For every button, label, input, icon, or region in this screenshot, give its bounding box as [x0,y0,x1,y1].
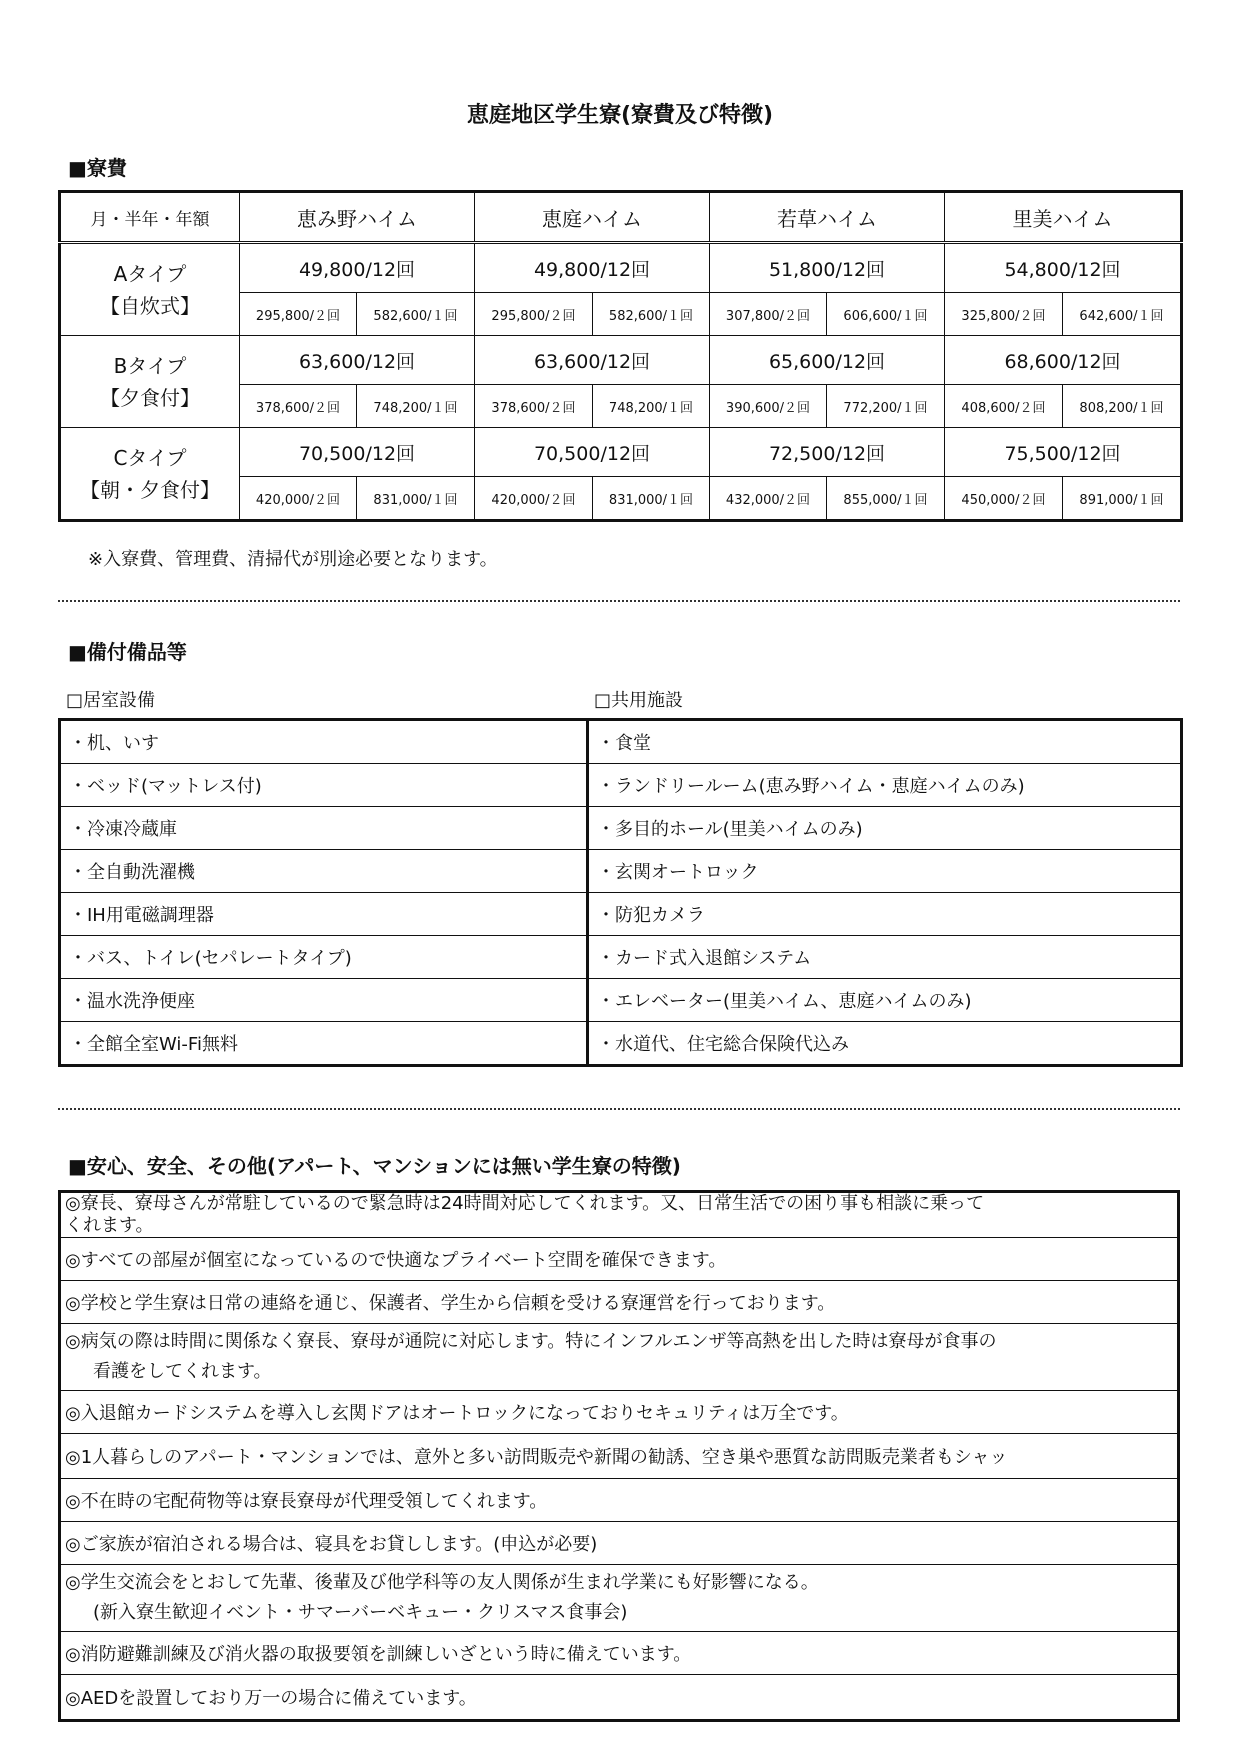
feature-item [60,1522,1179,1565]
fee-annual: 582,600/１回 [357,293,475,336]
feature-text: ◎病気の際は時間に関係なく寮長、寮母が通院に対応します。特にインフルエンザ等高熱を出した時は寮母が食事の [65,1331,997,1352]
fee-annual: 606,600/１回 [827,293,945,336]
fee-monthly: 63,600/12回 [240,336,475,385]
feature-text: ◎入退館カードシステムを導入し玄関ドアはオートロックになっておりセキュリティは万全です。 [65,1403,849,1424]
fee-monthly: 65,600/12回 [710,336,945,385]
shared-item: ・防犯カメラ [588,893,1182,936]
fee-row-c [60,428,1182,477]
fee-type-cell [60,428,240,521]
fee-column-header: 恵み野ハイム [240,192,475,243]
fee-monthly: 75,500/12回 [945,428,1182,477]
feature-text: ◎不在時の宅配荷物等は寮長寮母が代理受領してくれます。 [65,1491,548,1512]
feature-row [60,1565,1179,1632]
feature-item [60,1434,1179,1479]
feature-row [60,1434,1179,1479]
fee-monthly: 70,500/12回 [240,428,475,477]
fee-monthly: 68,600/12回 [945,336,1182,385]
fee-annual: 748,200/１回 [593,385,710,428]
room-item: ・ベッド(マットレス付) [60,764,588,807]
room-item: ・冷凍冷蔵庫 [60,807,588,850]
fee-type-label: Cタイプ [113,445,187,470]
fee-half: 378,600/２回 [240,385,357,428]
feature-text: ◎すべての部屋が個室になっているので快適なプライベート空間を確保できます。 [65,1250,727,1271]
feature-text-cont: くれます。 [65,1215,154,1236]
fee-half: 450,000/２回 [945,477,1063,521]
fee-half: 307,800/２回 [710,293,827,336]
fee-annual: 582,600/１回 [593,293,710,336]
fee-monthly: 51,800/12回 [710,243,945,293]
section-divider [58,1108,1180,1110]
feature-row [60,1479,1179,1522]
equipment-row [60,807,1182,850]
section-divider [58,600,1180,602]
equipment-row [60,764,1182,807]
features-table [58,1190,1180,1722]
fee-half: 420,000/２回 [475,477,593,521]
room-item: ・バス、トイレ(セパレートタイプ) [60,936,588,979]
fee-column-header: 若草ハイム [710,192,945,243]
fee-half: 295,800/２回 [475,293,593,336]
fee-column-header: 里美ハイム [945,192,1182,243]
feature-row [60,1391,1179,1434]
equipment-row [60,720,1182,764]
room-equipment-label: □居室設備 [66,690,156,711]
feature-item [60,1281,1179,1324]
feature-item [60,1675,1179,1721]
fee-header-row [60,192,1182,243]
fee-meal-label: 【自炊式】 [100,293,200,318]
fee-type-cell [60,243,240,336]
fee-meal-label: 【朝・夕食付】 [80,477,220,502]
equipment-row [60,936,1182,979]
fee-monthly: 70,500/12回 [475,428,710,477]
fee-type-cell [60,336,240,428]
fee-annual: 891,000/１回 [1063,477,1182,521]
fee-monthly: 54,800/12回 [945,243,1182,293]
feature-text: ◎消防避難訓練及び消火器の取扱要領を訓練しいざという時に備えています。 [65,1644,692,1665]
feature-row [60,1238,1179,1281]
fee-annual: 772,200/１回 [827,385,945,428]
feature-text: ◎ご家族が宿泊される場合は、寝具をお貸しします。(申込が必要) [65,1534,598,1555]
fee-half: 432,000/２回 [710,477,827,521]
room-item: ・机、いす [60,720,588,764]
fee-half: 295,800/２回 [240,293,357,336]
shared-item: ・ランドリールーム(恵み野ハイム・恵庭ハイムのみ) [588,764,1182,807]
shared-item: ・水道代、住宅総合保険代込み [588,1022,1182,1066]
fee-annual: 808,200/１回 [1063,385,1182,428]
feature-text: ◎学生交流会をとおして先輩、後輩及び他学科等の友人関係が生まれ学業にも好影響になる。 [65,1572,819,1593]
fee-half: 390,600/２回 [710,385,827,428]
feature-text: ◎寮長、寮母さんが常駐しているので緊急時は24時間対応してくれます。又、日常生活での困り事も相談に乗って [65,1193,985,1214]
feature-row [60,1192,1179,1238]
shared-item: ・多目的ホール(里美ハイムのみ) [588,807,1182,850]
features-heading: ■安心、安全、その他(アパート、マンションには無い学生寮の特徴) [68,1154,681,1178]
room-item: ・全館全室Wi-Fi無料 [60,1022,588,1066]
room-item: ・温水洗浄便座 [60,979,588,1022]
shared-item: ・玄関オートロック [588,850,1182,893]
fee-row-b [60,336,1182,385]
feature-text: ◎学校と学生寮は日常の連絡を通じ、保護者、学生から信頼を受ける寮運営を行っております。 [65,1293,836,1314]
equipment-row [60,979,1182,1022]
feature-item [60,1565,1179,1632]
feature-item [60,1192,1179,1238]
fee-table [58,190,1183,522]
equipment-heading: ■備付備品等 [68,640,187,664]
feature-row [60,1281,1179,1324]
fee-annual: 831,000/１回 [357,477,475,521]
fee-monthly: 72,500/12回 [710,428,945,477]
fee-half: 325,800/２回 [945,293,1063,336]
equipment-row [60,1022,1182,1066]
equipment-table [58,718,1183,1067]
feature-text-cont: 看護をしてくれます。 [93,1361,272,1382]
feature-item [60,1324,1179,1391]
feature-item [60,1238,1179,1281]
fees-heading: ■寮費 [68,156,127,180]
fee-annual: 855,000/１回 [827,477,945,521]
feature-row [60,1522,1179,1565]
fee-monthly: 49,800/12回 [240,243,475,293]
fee-meal-label: 【夕食付】 [100,385,200,410]
room-item: ・IH用電磁調理器 [60,893,588,936]
feature-row [60,1675,1179,1721]
feature-row [60,1324,1179,1391]
fee-note: ※入寮費、管理費、清掃代が別途必要となります。 [88,549,498,570]
fee-corner-label: 月・半年・年額 [60,192,240,243]
fee-type-label: Bタイプ [113,353,187,378]
feature-text-cont: (新入寮生歓迎イベント・サマーバーベキュー・クリスマス食事会) [93,1602,628,1623]
feature-text: ◎1人暮らしのアパート・マンションでは、意外と多い訪問販売や新聞の勧誘、空き巣や悪質な訪問販売業者もシャッ [65,1447,1008,1468]
shared-item: ・エレベーター(里美ハイム、恵庭ハイムのみ) [588,979,1182,1022]
shared-item: ・カード式入退館システム [588,936,1182,979]
room-item: ・全自動洗濯機 [60,850,588,893]
feature-item [60,1632,1179,1675]
feature-row [60,1632,1179,1675]
fee-half: 408,600/２回 [945,385,1063,428]
fee-column-header: 恵庭ハイム [475,192,710,243]
feature-item [60,1391,1179,1434]
fee-annual: 748,200/１回 [357,385,475,428]
fee-monthly: 49,800/12回 [475,243,710,293]
page-title: 恵庭地区学生寮(寮費及び特徴) [466,103,774,128]
fee-half: 420,000/２回 [240,477,357,521]
fee-type-label: Aタイプ [113,261,187,286]
equipment-row [60,893,1182,936]
fee-annual: 642,600/１回 [1063,293,1182,336]
shared-facilities-label: □共用施設 [594,690,684,711]
fee-monthly: 63,600/12回 [475,336,710,385]
fee-annual: 831,000/１回 [593,477,710,521]
shared-item: ・食堂 [588,720,1182,764]
equipment-row [60,850,1182,893]
feature-text: ◎AEDを設置しており万一の場合に備えています。 [65,1688,477,1709]
fee-row-a [60,243,1182,293]
feature-item [60,1479,1179,1522]
fee-half: 378,600/２回 [475,385,593,428]
